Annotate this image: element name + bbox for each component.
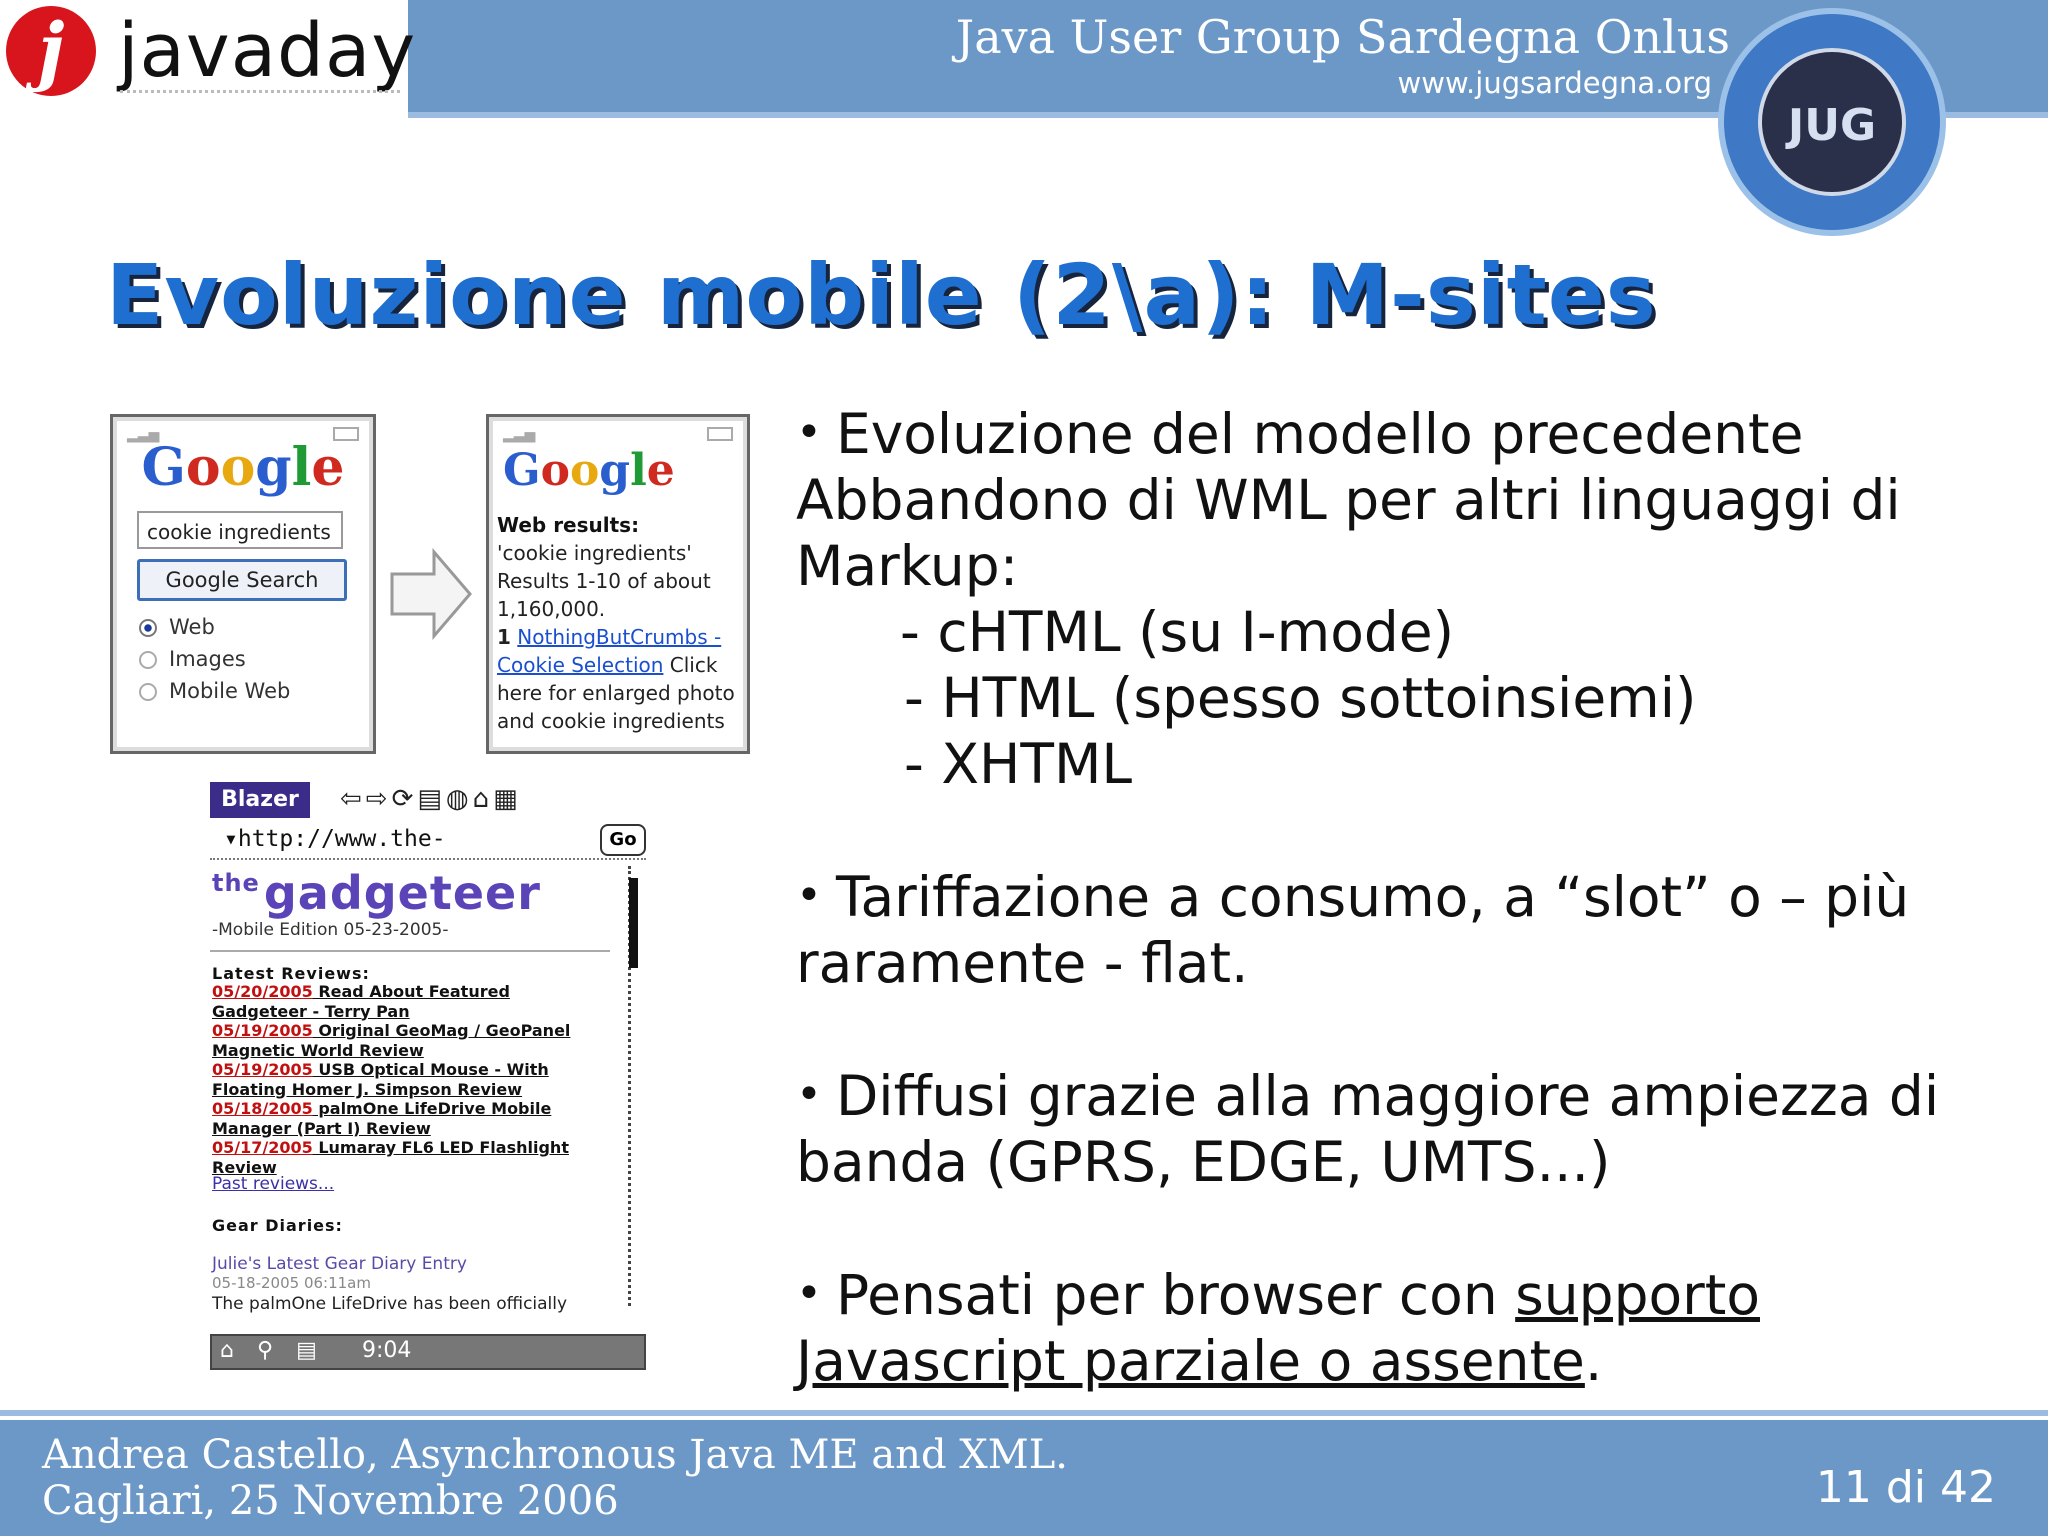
bullet-content bbox=[796, 400, 2026, 1394]
bullet-text: raramente - flat. bbox=[796, 931, 1249, 995]
review-link[interactable]: 05/19/2005 Original GeoMag / GeoPanel bbox=[212, 1021, 571, 1040]
gear-diary-date: 05-18-2005 06:11am bbox=[212, 1274, 371, 1292]
results-line: here for enlarged photo bbox=[497, 681, 735, 705]
result-link[interactable]: NothingButCrumbs - bbox=[517, 625, 722, 649]
bullet-item: • Diffusi grazie alla maggiore ampiezza di bbox=[796, 1064, 1940, 1128]
sub-item: - HTML (spesso sottoinsiemi) bbox=[904, 666, 1697, 730]
browser-name: Blazer bbox=[210, 782, 310, 818]
browser-toolbar-icons[interactable]: ⇦⇨⟳▤◍⌂▦ bbox=[340, 784, 522, 814]
jug-badge-text: JUG bbox=[1787, 100, 1877, 151]
search-input[interactable]: cookie ingredients bbox=[137, 511, 343, 549]
bullet-text: Markup: bbox=[796, 534, 1019, 598]
scroll-thumb[interactable] bbox=[629, 878, 638, 968]
gadgeteer-logo: $^{the}$gadgeteer bbox=[212, 866, 541, 920]
footer-divider bbox=[0, 1410, 2048, 1416]
result-item: 1 NothingButCrumbs - bbox=[497, 625, 722, 649]
review-link[interactable]: 05/19/2005 USB Optical Mouse - With bbox=[212, 1060, 549, 1079]
past-reviews-link[interactable]: Past reviews... bbox=[212, 1174, 335, 1194]
divider bbox=[210, 950, 610, 952]
signal-icon: ▂▃▅ bbox=[127, 427, 160, 443]
results-line: and cookie ingredients bbox=[497, 709, 725, 733]
results-line: 1,160,000. bbox=[497, 597, 606, 621]
edition-text: -Mobile Edition 05-23-2005- bbox=[212, 920, 449, 940]
results-line: 'cookie ingredients' bbox=[497, 541, 692, 565]
google-logo: Google bbox=[503, 445, 675, 496]
footer-author-line: Cagliari, 25 Novembre 2006 bbox=[42, 1478, 619, 1524]
review-link[interactable]: Manager (Part I) Review bbox=[212, 1118, 431, 1138]
reviews-heading: Latest Reviews: bbox=[212, 964, 370, 983]
url-text: ▾http://www.the- bbox=[224, 826, 446, 852]
result-item: Cookie Selection Click bbox=[497, 653, 718, 677]
bullet-text: Javascript parziale o assente. bbox=[796, 1329, 1603, 1393]
footer-author-line: Andrea Castello, Asynchronous Java ME and XML. bbox=[42, 1432, 1068, 1478]
phone-blazer-browser bbox=[210, 782, 646, 1374]
arrow-right-icon bbox=[390, 548, 472, 640]
status-icons[interactable]: ⌂ ⚲ ▤ bbox=[220, 1338, 325, 1363]
review-link[interactable]: Magnetic World Review bbox=[212, 1040, 424, 1060]
review-link[interactable]: Floating Homer J. Simpson Review bbox=[212, 1079, 523, 1099]
footer-author bbox=[42, 1432, 1068, 1524]
gear-diaries-heading: Gear Diaries: bbox=[212, 1216, 343, 1235]
radio-web[interactable]: Web bbox=[139, 615, 215, 639]
javaday-logo bbox=[0, 0, 417, 124]
status-bar bbox=[210, 1334, 646, 1370]
org-name: Java User Group Sardegna Onlus bbox=[955, 10, 1730, 64]
bullet-item: • Tariffazione a consumo, a “slot” o – più bbox=[796, 865, 1910, 929]
bullet-text: Abbandono di WML per altri linguaggi di bbox=[796, 468, 1901, 532]
review-link[interactable]: 05/18/2005 palmOne LifeDrive Mobile bbox=[212, 1099, 552, 1118]
go-button[interactable]: Go bbox=[600, 824, 646, 856]
dropdown-icon: ▾ bbox=[224, 826, 238, 852]
scrollbar[interactable] bbox=[628, 866, 641, 1306]
radio-icon bbox=[139, 683, 157, 701]
sub-item: - XHTML bbox=[904, 732, 1133, 796]
status-time: 9:04 bbox=[362, 1338, 412, 1363]
review-link[interactable]: 05/17/2005 Lumaray FL6 LED Flashlight bbox=[212, 1138, 569, 1157]
logo-dots bbox=[120, 90, 400, 97]
phone-google-results bbox=[486, 414, 750, 754]
sub-item: - cHTML (su I-mode) bbox=[900, 600, 1455, 664]
google-logo: Google bbox=[141, 437, 345, 498]
javaday-logo-text: javaday bbox=[118, 8, 417, 94]
radio-images[interactable]: Images bbox=[139, 647, 246, 671]
results-title: Web results: bbox=[497, 513, 640, 537]
review-link[interactable]: Gadgeteer - Terry Pan bbox=[212, 1001, 410, 1021]
signal-icon: ▂▃▅ bbox=[503, 427, 536, 443]
google-search-button[interactable]: Google Search bbox=[137, 559, 347, 601]
radio-selected-icon bbox=[139, 619, 157, 637]
url-bar[interactable] bbox=[210, 822, 646, 860]
org-url: www.jugsardegna.org bbox=[1397, 66, 1712, 100]
radio-icon bbox=[139, 651, 157, 669]
javaday-logo-letter: j bbox=[37, 8, 65, 94]
battery-icon bbox=[707, 427, 733, 441]
review-link[interactable]: 05/20/2005 Read About Featured bbox=[212, 982, 510, 1001]
radio-mobile-web[interactable]: Mobile Web bbox=[139, 679, 290, 703]
gear-diary-title[interactable]: Julie's Latest Gear Diary Entry bbox=[212, 1254, 467, 1274]
phone-google-search bbox=[110, 414, 376, 754]
bullet-text: banda (GPRS, EDGE, UMTS...) bbox=[796, 1130, 1611, 1194]
gear-diary-text: The palmOne LifeDrive has been officially bbox=[212, 1294, 568, 1314]
slide-title: Evoluzione mobile (2\a): M-sites bbox=[106, 246, 1657, 344]
page-number: 11 di 42 bbox=[1815, 1462, 1996, 1513]
jug-badge-icon bbox=[1718, 8, 1946, 236]
reviews-list bbox=[212, 982, 608, 1177]
bullet-item: • Pensati per browser con supporto bbox=[796, 1263, 1760, 1327]
bullet-item: • Evoluzione del modello precedente bbox=[796, 402, 1804, 466]
review-link[interactable]: Review bbox=[212, 1157, 277, 1177]
result-link[interactable]: Cookie Selection bbox=[497, 653, 664, 677]
jug-badge-inner bbox=[1758, 48, 1906, 196]
results-line: Results 1-10 of about bbox=[497, 569, 711, 593]
